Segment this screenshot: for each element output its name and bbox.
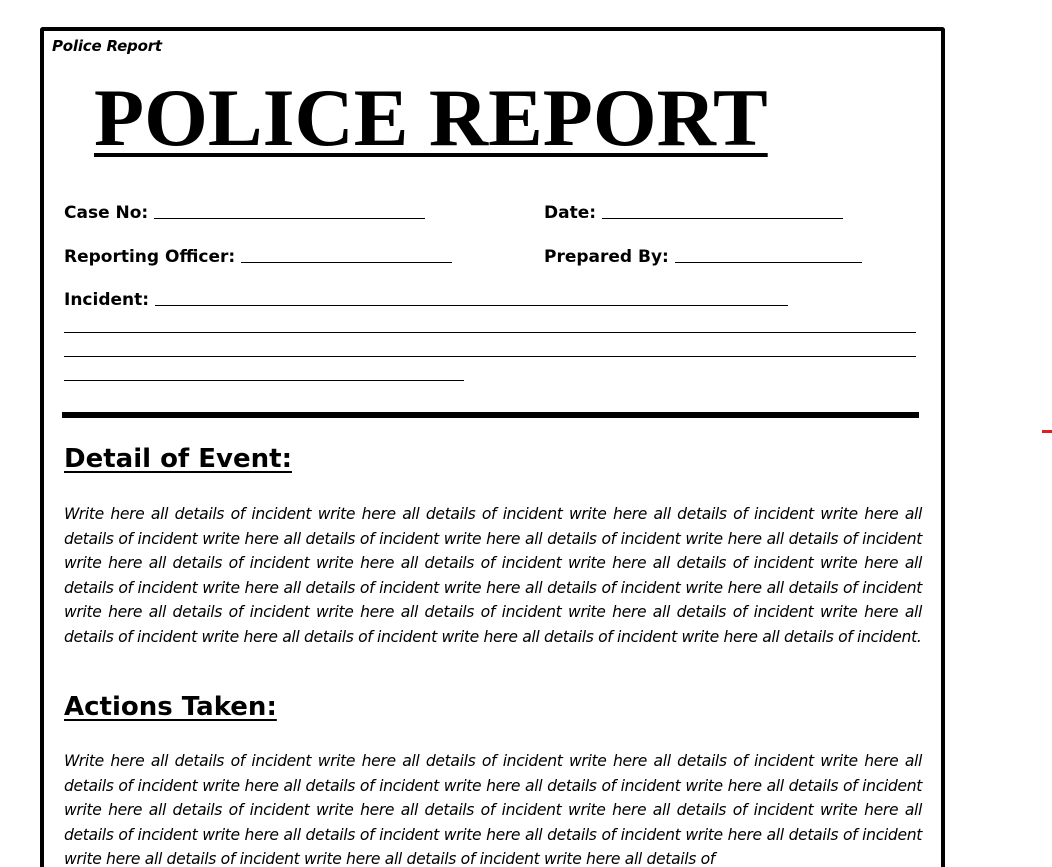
- detail-of-event-heading: Detail of Event:: [64, 444, 292, 474]
- incident-label: Incident:: [64, 290, 150, 310]
- prepared-by-line[interactable]: [675, 261, 862, 263]
- date-label: Date:: [544, 203, 597, 223]
- actions-taken-body: Write here all details of incident write here all details of incident write here all details of incident write here all details of incident write here all details of incident write here all details of incident write here all details of incident write here all details of incident write here all details of incident write here all details of incident write here all details of incident write here all details of incident write here all details of incident write here all details of incident write here all details of incident write here all details of incident write here all details of: [64, 752, 922, 867]
- actions-taken-heading: Actions Taken:: [64, 692, 277, 722]
- date-line[interactable]: [602, 217, 843, 219]
- reporting-officer-label: Reporting Officer:: [64, 247, 236, 267]
- prepared-by-label: Prepared By:: [544, 247, 669, 267]
- detail-of-event-body: Write here all details of incident write here all details of incident write here all details of incident write here all details of incident write here all details of incident write here all details of incident write here all details of incident write here all details of incident write here all details of incident write here all details of incident write here all details of incident write here all details of incident write here all details of incident write here all details of incident write here all details of incident write here all details of incident write here all details of incident write here all details of incident write here all details of incident write here all details of incident write here all details of incident.: [64, 505, 922, 646]
- incident-line-2[interactable]: [64, 332, 916, 333]
- report-title: POLICE REPORT: [94, 72, 768, 163]
- case-no-label: Case No:: [64, 203, 149, 223]
- case-no-field[interactable]: [64, 203, 425, 223]
- report-page: [40, 27, 945, 867]
- incident-line-3[interactable]: [64, 356, 916, 357]
- section-divider: [62, 412, 919, 418]
- incident-line-4[interactable]: [64, 380, 464, 381]
- incident-field[interactable]: [64, 290, 788, 310]
- reporting-officer-line[interactable]: [241, 261, 452, 263]
- date-field[interactable]: [544, 203, 843, 223]
- incident-line[interactable]: [155, 304, 788, 306]
- red-annotation-mark: [1042, 430, 1052, 433]
- prepared-by-field[interactable]: [544, 247, 862, 267]
- case-no-line[interactable]: [154, 217, 425, 219]
- header-label: Police Report: [52, 37, 162, 55]
- reporting-officer-field[interactable]: [64, 247, 452, 267]
